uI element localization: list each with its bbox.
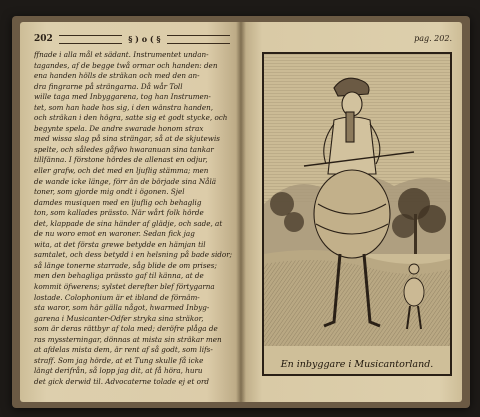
- text-line: sta waror, som här gälla något, hwarmed Inbyg-: [34, 303, 210, 313]
- text-line: med wissa slag på sina strängar, så at de skjutewis: [34, 134, 220, 144]
- text-line: wita, at det första grewe betydde en hämjan til: [34, 239, 206, 249]
- header-ornament: § ) o ( §: [128, 34, 161, 44]
- text-line: tillfänna. I förstone hördes de allenast en odjur,: [34, 155, 208, 165]
- left-page-text: [34, 50, 234, 388]
- text-line: eller grafw, och det med en ljuflig stämma; men: [34, 166, 209, 176]
- text-line: ton, som kallades prässto. När wårt folk hörde: [34, 208, 204, 218]
- engraving-plate: [262, 52, 452, 376]
- text-line: wille taga med Inbyggarena, tog han Instrumen-: [34, 92, 211, 102]
- text-line: men den behagliga prässto gaf til känna, at de: [34, 271, 204, 281]
- plate-caption: En inbyggare i Musicantorland.: [280, 359, 434, 370]
- text-line: det, klappade de sina händer af glädje, och sade, at: [34, 218, 223, 228]
- text-line: at afdelas mista dem, är rent af så godt, som lifs-: [34, 345, 213, 355]
- header-rule-left: [59, 35, 122, 44]
- text-line: kommit öfwerens; sylstet derefter blef förtygarna: [34, 282, 215, 292]
- header-rule-right: [167, 35, 230, 44]
- left-page: [20, 22, 240, 402]
- text-line: toner, som gjorde mig ondt i ögonen. Sjel: [34, 187, 185, 197]
- text-line: så länge tonerne starrade, såg blide de om prises;: [34, 260, 217, 270]
- text-line: damdes musiquen med en ljuflig och behaglig: [34, 197, 202, 207]
- text-line: dra fingrarne på strängarna. Då wår Toll: [34, 81, 183, 91]
- text-line: det gick derwid til. Advocaterne tolade ej et ord: [34, 376, 210, 386]
- right-page-number: pag. 202.: [414, 34, 452, 43]
- text-line: längt derifrån, så lopp jag dit, at få höra, huru: [34, 366, 203, 376]
- text-line: som är deras rättbyr af tola med; deröfre plåga de: [34, 324, 218, 334]
- text-line: begynte spela. De andre swarade honom strax: [34, 123, 204, 133]
- open-book: [12, 16, 470, 408]
- text-line: ras myssterningar, dönnas at mista sin sträkar men: [34, 334, 222, 344]
- book-gutter: [236, 22, 246, 402]
- text-line: ena handen hölls de sträkan och med den an-: [34, 71, 200, 81]
- text-line: tagandes, af de begge twå ormar och handen: den: [34, 60, 218, 70]
- text-line: samtalet, och dess betydd i en helsning på bade sidor;: [34, 250, 233, 260]
- text-line: och sträkan i den högra, satte sig et godt stycke, och: [34, 113, 228, 123]
- text-line: lostade. Colophonium är et ibland de förnäm-: [34, 292, 200, 302]
- left-page-header: [34, 32, 230, 46]
- text-line: ffnade i alla mål et sädant. Instrumentet undan-: [34, 50, 209, 59]
- text-line: garena i Musicanter-Odfer stryka sina sträkor,: [34, 313, 204, 323]
- text-line: de nu woro emot en waroner. Sedan fick jag: [34, 229, 195, 239]
- text-line: spelte, och således gåfwo hwaranuan sina tankar: [34, 144, 214, 154]
- text-line: tet, som han hade hos sig, i den wänstra handen,: [34, 102, 213, 112]
- right-page: [240, 22, 462, 402]
- text-line: de wande icke länge, förr än de började sina Nålä: [34, 176, 217, 186]
- engraving-illustration: [264, 54, 450, 374]
- left-page-number: 202: [34, 34, 53, 44]
- text-line: straff. Som jag hörde, at et Tung skulle få icke: [34, 355, 204, 365]
